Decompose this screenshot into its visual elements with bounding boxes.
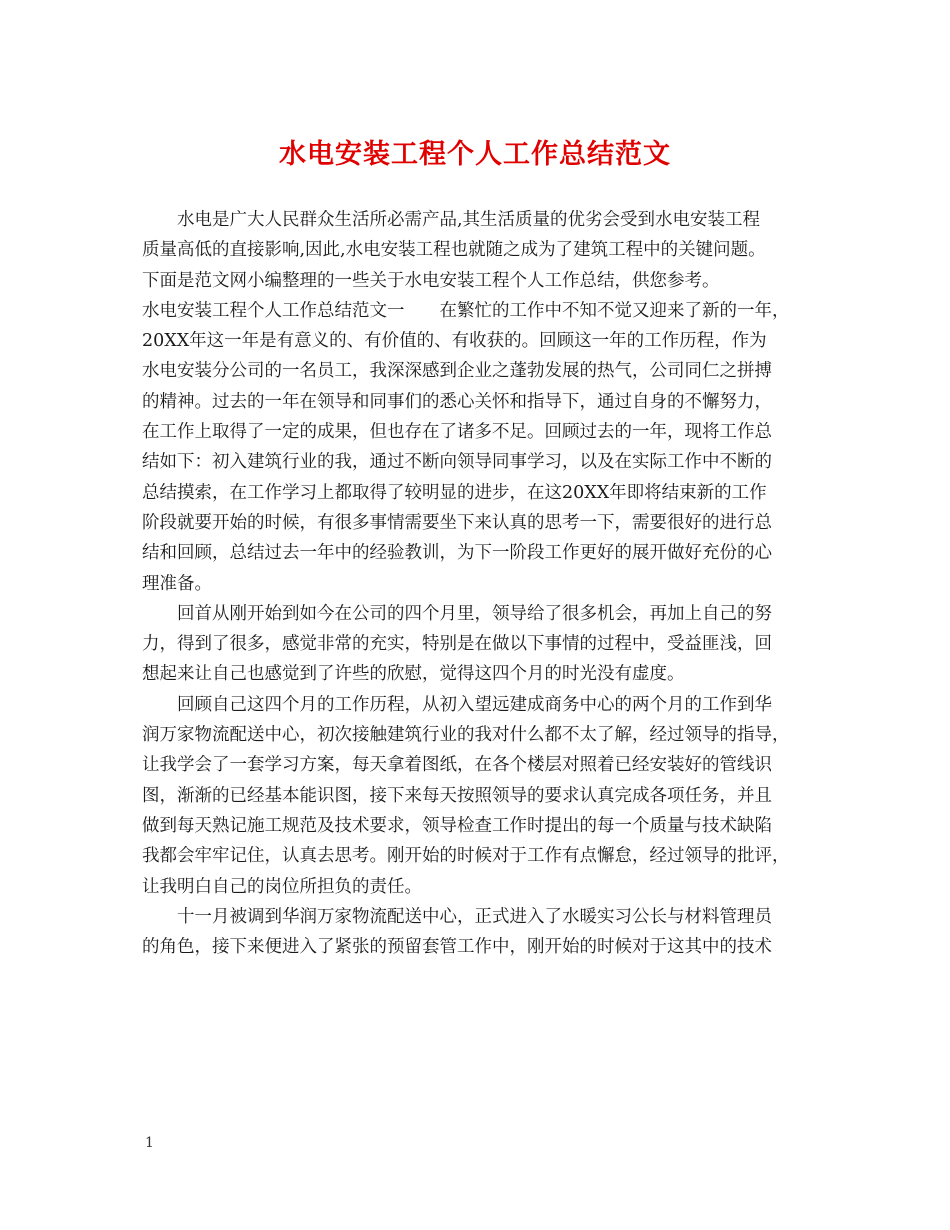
text-line: 力，得到了很多，感觉非常的充实，特别是在做以下事情的过程中，受益匪浅，回 [142,634,772,655]
text-line: 十一月被调到华润万家物流配送中心，正式进入了水暖实习公长与材料管理员 [177,906,772,927]
text-line: 结和回顾，总结过去一年中的经验教训，为下一阶段工作更好的展开做好充份的心 [142,543,772,564]
text-line: 想起来让自己也感觉到了许些的欣慰，觉得这四个月的时光没有虚度。 [142,664,685,685]
text-line: 水电是广大人民群众生活所必需产品,其生活质量的优劣会受到水电安装工程 [177,210,761,230]
text-line: 20XX年这一年是有意义的、有价值的、有收获的。回顾这一年的工作历程，作为 [142,331,767,352]
document-body [142,205,814,962]
text-line: 理准备。 [142,573,212,594]
text-line: 的精神。过去的一年在领导和同事们的悉心关怀和指导下，通过自身的不懈努力， [142,391,772,412]
text-line: 回顾自己这四个月的工作历程，从初入望远建成商务中心的两个月的工作到华 [177,694,772,715]
text-line: 的角色，接下来便进入了紧张的预留套管工作中，刚开始的时候对于这其中的技术 [142,937,772,958]
page-number: 1 [145,1135,154,1151]
text-line: 做到每天熟记施工规范及技术要求，领导检查工作时提出的每一个质量与技术缺陷 [142,815,772,836]
document-title: 水电安装工程个人工作总结范文 [279,139,671,170]
text-line: 润万家物流配送中心，初次接触建筑行业的我对什么都不太了解，经过领导的指导， [142,725,790,746]
text-line: 水电安装分公司的一名员工，我深深感到企业之蓬勃发展的热气，公司同仁之拼搏 [142,361,772,382]
text-line: 回首从刚开始到如今在公司的四个月里，领导给了很多机会，再加上自己的努 [177,603,772,624]
text-line: 让我明白自己的岗位所担负的责任。 [142,876,422,897]
text-line: 我都会牢牢记住，认真去思考。刚开始的时候对于工作有点懈怠，经过领导的批评， [142,846,790,867]
text-line: 阶段就要开始的时候，有很多事情需要坐下来认真的思考一下，需要很好的进行总 [142,512,772,533]
text-line: 水电安装工程个人工作总结范文一 在繁忙的工作中不知不觉又迎来了新的一年， [142,300,790,321]
text-line: 图，渐渐的已经基本能识图，接下来每天按照领导的要求认真完成各项任务，并且 [142,785,772,806]
text-line: 质量高低的直接影响,因此,水电安装工程也就随之成为了建筑工程中的关键问题。 [142,240,766,261]
text-line: 总结摸索，在工作学习上都取得了较明显的进步，在这20XX年即将结束新的工作 [142,482,767,503]
text-line: 结如下：初入建筑行业的我，通过不断向领导同事学习，以及在实际工作中不断的 [142,452,772,473]
text-line: 在工作上取得了一定的成果，但也存在了诸多不足。回顾过去的一年，现将工作总 [142,422,772,443]
text-line: 让我学会了一套学习方案，每天拿着图纸，在各个楼层对照着已经安装好的管线识 [142,755,772,776]
text-line: 下面是范文网小编整理的一些关于水电安装工程个人工作总结，供您参考。 [142,270,720,291]
